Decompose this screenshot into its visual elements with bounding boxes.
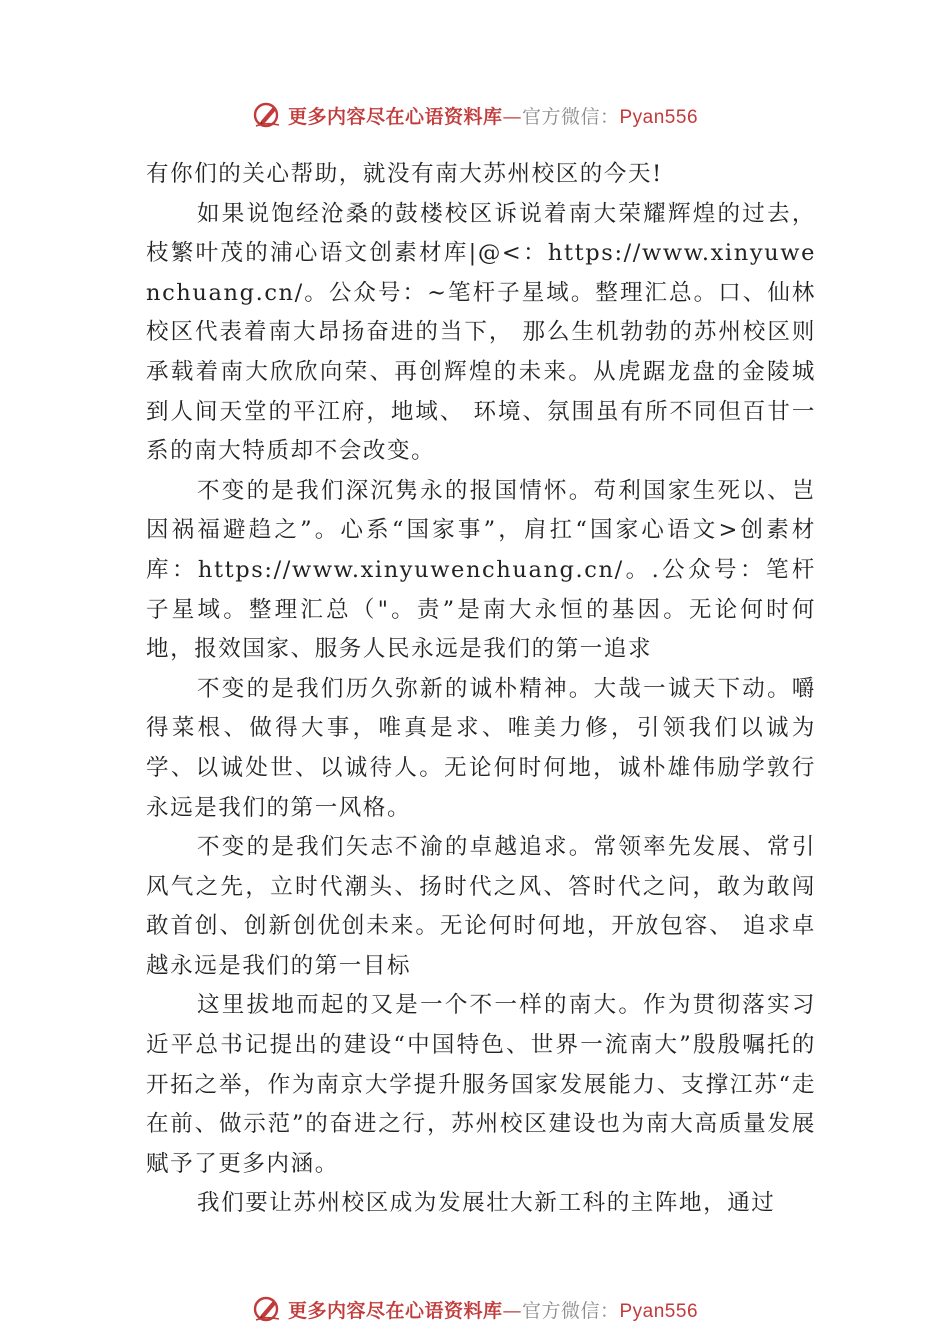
header-text <box>288 102 698 129</box>
header-account: Pyan556 <box>619 106 699 128</box>
paragraph-1: 有你们的关心帮助，就没有南大苏州校区的今天! <box>146 161 663 187</box>
document-body <box>146 155 816 1224</box>
header-official-label: 官方微信： <box>521 105 620 128</box>
paragraph-7: 我们要让苏州校区成为发展壮大新工科的主阵地，通过 <box>197 1190 776 1217</box>
red-pen-logo-icon <box>252 1294 282 1324</box>
footer-brand-text: 更多内容尽在心语资料库 <box>287 1299 503 1322</box>
red-pen-logo-icon <box>252 100 282 130</box>
paragraph-5: 不变的是我们矢志不渝的卓越追求。常领率先发展、常引风气之先，立时代潮头、扬时代之风、答时代之问，敢为敢闯敢首创、创新创优创未来。无论何时何地，开放包容、 追求卓越永远是我们的第一目标 <box>146 834 816 979</box>
paragraph-6: 这里拔地而起的又是一个不一样的南大。作为贯彻落实习近平总书记提出的建设“中国特色、世界一流南大”殷殷嘱托的开拓之举，作为南京大学提升服务国家发展能力、支撑江苏“走在前、做示范”的奋进之行，苏州校区建设也为南大高质量发展赋予了更多内涵。 <box>146 992 816 1177</box>
footer-official-label: 官方微信： <box>521 1299 620 1322</box>
footer-banner <box>0 1291 950 1327</box>
footer-account: Pyan556 <box>619 1300 699 1322</box>
paragraph-3: 不变的是我们深沉隽永的报国情怀。苟利国家生死以、岂因祸福避趋之”。心系“国家事”，肩扛“国家心语文>创素材库：https://www.xinyuwenchuang.cn/。.公众号：笔杆子星域。整理汇总（"。责”是南大永恒的基因。无论何时何地，报效国家、服务人民永远是我们的第一追求 <box>146 477 816 663</box>
footer-text <box>288 1296 698 1323</box>
header-separator: — <box>502 105 522 128</box>
footer-separator: — <box>502 1299 522 1322</box>
paragraph-4: 不变的是我们历久弥新的诚朴精神。大哉一诚天下动。嚼得菜根、做得大事，唯真是求、唯美力修，引领我们以诚为学、以诚处世、以诚待人。无论何时何地，诚朴雄伟励学敦行永远是我们的第一风格。 <box>146 675 816 821</box>
paragraph-2: 如果说饱经沧桑的鼓楼校区诉说着南大荣耀辉煌的过去，枝繁叶茂的浦心语文创素材库|@<：https://www.xinyuwenchuang.cn/。公众号：~笔杆子星域。整理汇总。口、仙林校区代表着南大昂扬奋进的当下， 那么生机勃勃的苏州校区则承载着南大欣欣向荣、再创辉煌的未来。从虎踞龙盘的金陵城到人间天堂的平江府，地域、 环境、氛围虽有所不同但百甘一系的南大特质却不会改变。 <box>146 200 816 465</box>
header-brand-text: 更多内容尽在心语资料库 <box>287 105 503 128</box>
header-banner <box>0 97 950 133</box>
